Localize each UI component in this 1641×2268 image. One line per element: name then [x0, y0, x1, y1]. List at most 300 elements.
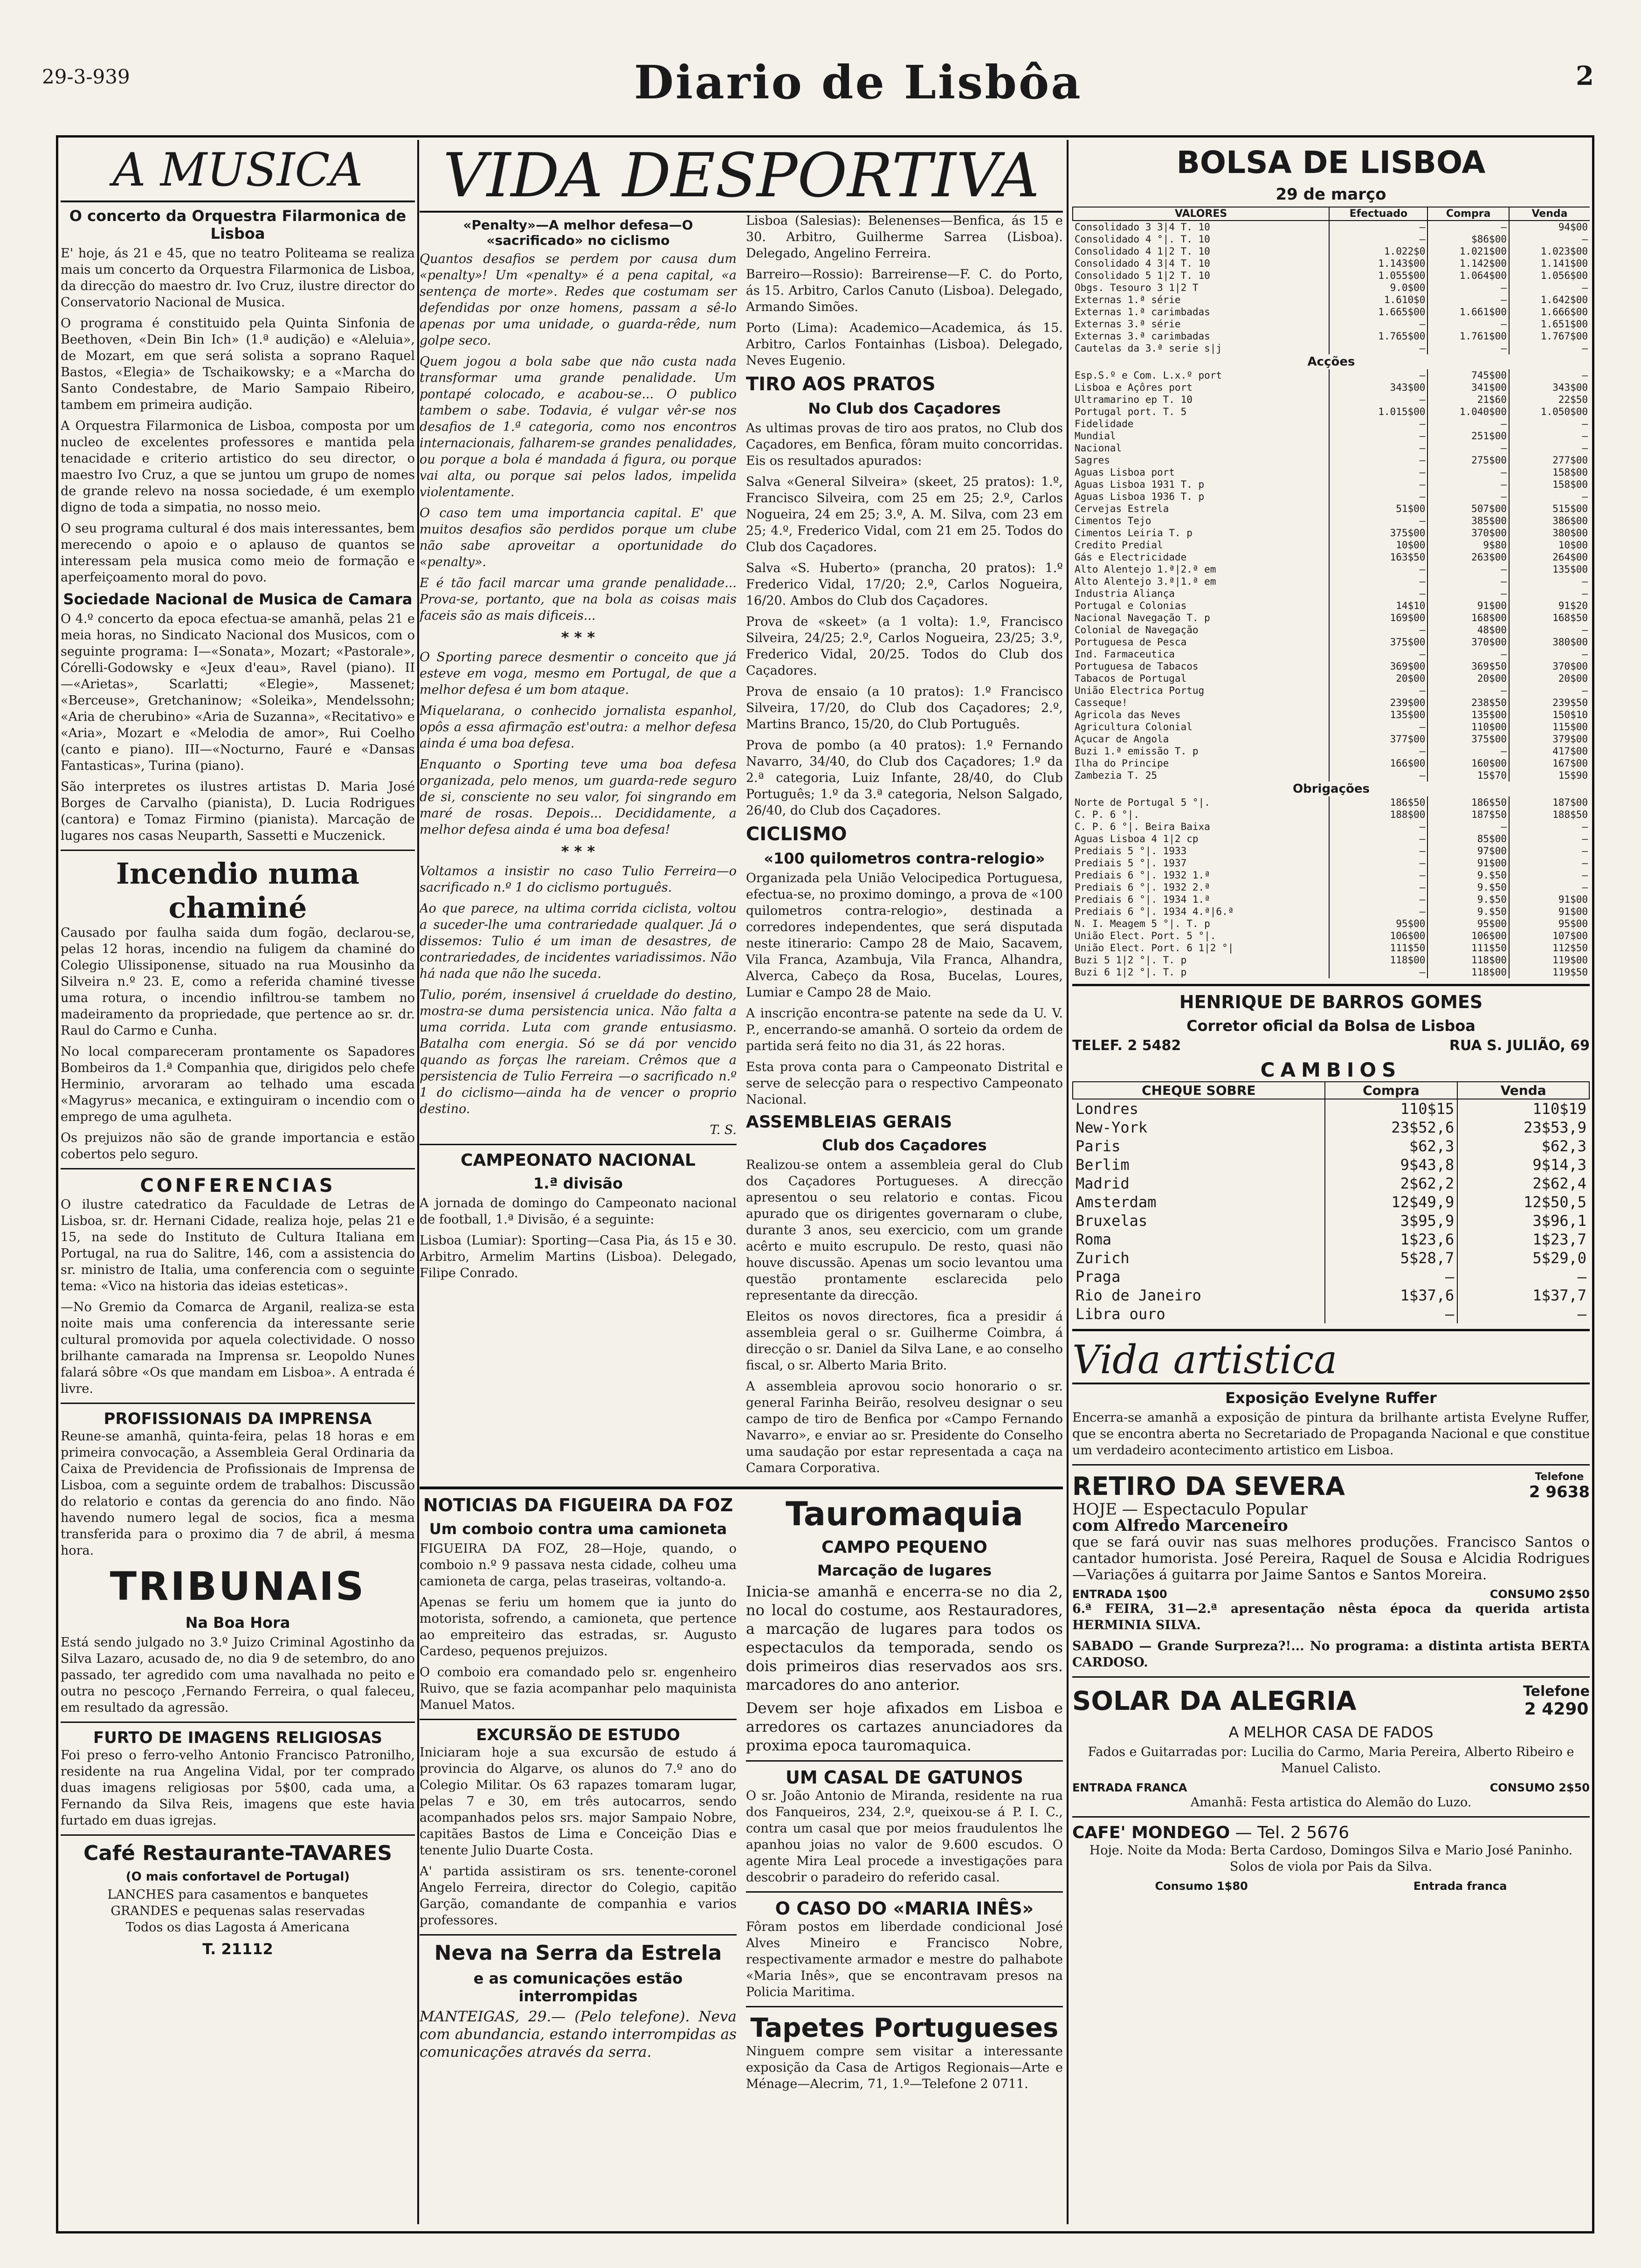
table-cell: 119$50	[1509, 966, 1590, 978]
table-cell: —	[1457, 1305, 1589, 1323]
artistica-heading: Vida artistica	[1072, 1337, 1590, 1384]
table-row	[1073, 491, 1590, 503]
table-cell: —	[1329, 624, 1427, 636]
table-row	[1073, 906, 1590, 918]
ad-phone: T. 21112	[202, 1940, 273, 1958]
table-row	[1073, 539, 1590, 551]
table-row	[1073, 1230, 1589, 1249]
ciclismo-subheading: «100 quilometros contra-relogio»	[764, 850, 1045, 867]
table-cell: Prediais 6 °|. 1934 1.ª	[1075, 894, 1210, 905]
mondego-prices	[1072, 1880, 1590, 1893]
table-cell: —	[1509, 821, 1590, 833]
table-cell: 188$00	[1329, 809, 1427, 821]
table-row	[1073, 600, 1590, 612]
table-row	[1073, 796, 1590, 809]
campeonato-subheading: 1.ª divisão	[533, 1175, 623, 1192]
table-row	[1073, 1137, 1589, 1155]
table-cell: —	[1329, 563, 1427, 575]
table-cell: Cimentos Tejo	[1075, 515, 1151, 526]
table-cell: —	[1427, 294, 1509, 306]
table-cell: Agricultura Colonial	[1075, 721, 1193, 733]
col-header: Efectuado	[1329, 207, 1427, 221]
table-cell: Berlim	[1076, 1156, 1130, 1174]
table-row	[1073, 1099, 1589, 1118]
table-cell: 380$00	[1509, 527, 1590, 539]
excursao-heading: EXCURSÃO DE ESTUDO	[476, 1726, 680, 1744]
table-cell: Praga	[1076, 1268, 1121, 1286]
table-row	[1073, 821, 1590, 833]
table-cell: —	[1329, 491, 1427, 503]
divider	[746, 2006, 1063, 2007]
table-cell: Prediais 6 °|. 1932 1.ª	[1075, 870, 1210, 881]
table-cell: Colonial de Navegação	[1075, 624, 1199, 636]
table-cell: 1.661$00	[1427, 306, 1509, 318]
table-row	[1073, 418, 1590, 430]
table-cell: 111$50	[1329, 942, 1427, 954]
table-row	[1073, 306, 1590, 318]
desportiva-subheading: «Penalty»—A melhor defesa—O «sacrificado» no ciclismo	[463, 217, 693, 248]
table-cell: 264$00	[1509, 551, 1590, 563]
table-cell: 1.142$00	[1427, 257, 1509, 270]
table-cell: Industria Aliança	[1075, 588, 1175, 599]
tavares-subheading: (O mais confortavel de Portugal)	[125, 1870, 350, 1884]
table-cell: —	[1329, 454, 1427, 466]
severa-line: 6.ª FEIRA, 31—2.ª apresentação nêsta época da querida artista HERMINIA SILVA.	[1072, 1602, 1590, 1632]
table-cell: 23$52,6	[1325, 1118, 1458, 1137]
table-cell: —	[1329, 442, 1427, 454]
tavares-heading: Café Restaurante-TAVARES	[83, 1841, 393, 1865]
table-cell: 745$00	[1427, 369, 1509, 381]
table-cell: —	[1329, 588, 1427, 600]
table-cell: 20$00	[1427, 672, 1509, 685]
table-row	[1073, 1211, 1589, 1230]
table-cell: 380$00	[1509, 636, 1590, 648]
paragraph: Quantos desafios se perdem por causa dum «penalty»! Um «penalty» é a pena capital, «a sentença de morte». Redes que costumam ser defendidas por onze homens, passam a sê-lo apenas por uma unidade, o guarda-rêde, num golpe seco.	[420, 252, 737, 348]
table-cell: —	[1329, 721, 1427, 733]
campeonato-heading: CAMPEONATO NACIONAL	[461, 1151, 696, 1170]
table-row	[1073, 660, 1590, 672]
price-consumo: CONSUMO 2$50	[1489, 1588, 1590, 1601]
table-cell: 5$28,7	[1325, 1249, 1458, 1267]
table-cell: 110$00	[1427, 721, 1509, 733]
table-cell: Portuguesa de Tabacos	[1075, 661, 1199, 672]
table-row	[1073, 833, 1590, 845]
table-row	[1073, 454, 1590, 466]
table-cell: 118$00	[1427, 954, 1509, 966]
table-cell: 135$00	[1509, 563, 1590, 575]
table-cell: Açucar de Angola	[1075, 733, 1169, 745]
table-cell: Externas 3.ª carimbadas	[1075, 331, 1210, 342]
table-cell: —	[1427, 282, 1509, 294]
table-cell: 377$00	[1329, 733, 1427, 745]
table-cell: 187$00	[1509, 796, 1590, 809]
table-cell: —	[1427, 575, 1509, 588]
table-cell: 1$23,7	[1457, 1230, 1589, 1249]
table-cell: Lisboa e Açôres port	[1075, 382, 1193, 393]
table-row	[1073, 270, 1590, 282]
table-cell: 115$00	[1509, 721, 1590, 733]
divider	[1072, 1464, 1590, 1466]
divider	[61, 1834, 415, 1836]
table-cell: 20$00	[1509, 672, 1590, 685]
tapetes-heading: Tapetes Portugueses	[750, 2013, 1059, 2043]
table-row	[1073, 709, 1590, 721]
table-row	[1073, 942, 1590, 954]
desportiva-body	[420, 213, 1063, 1481]
table-cell: 1.642$00	[1509, 294, 1590, 306]
table-cell: Gás e Electricidade	[1075, 552, 1187, 563]
table-cell: 160$00	[1427, 757, 1509, 769]
table-row	[1073, 809, 1590, 821]
table-cell: —	[1509, 648, 1590, 660]
table-row	[1073, 636, 1590, 648]
table-cell: 110$15	[1325, 1099, 1458, 1118]
table-cell: $86$00	[1427, 233, 1509, 245]
table-cell: 9.$50	[1427, 881, 1509, 893]
bolsa-date: 29 de março	[1276, 185, 1386, 204]
table-cell: —	[1329, 881, 1427, 893]
paragraph: Fôram postos em liberdade condicional José Alves Mineiro e Francisco Nobre, respectivamente armador e mestre do palhabote «Maria Inês», que se encontravam presos na Policia Maritima.	[746, 1920, 1063, 1999]
table-row	[1073, 869, 1590, 881]
paragraph: Salva «General Silveira» (skeet, 25 pratos): 1.º, Francisco Silveira, com 25 em 25; 2.º, Carlos Nogueira, 24 em 25; 3.º, A. M. Silva, com 23 em 25; 4.º, Frederico Vidal, com 21 em 25. Todos do Club dos Caçadores.	[746, 475, 1063, 554]
paragraph: Tulio, porém, insensivel á crueldade do destino, mostra-se duma persistencia unica. Não falta a uma corrida. Luta com grande entusiasmo. Batalha com energia. Só se dá por vencido quando as forças lhe rareiam. Crêmos que a persistencia de Tulio Ferreira —o sacrificado n.º 1 do ciclismo—ainda ha de vencer o proprio destino.	[420, 988, 737, 1116]
table-row	[1073, 1286, 1589, 1305]
table-cell: 135$00	[1427, 709, 1509, 721]
table-cell: —	[1427, 821, 1509, 833]
table-cell: 251$00	[1427, 430, 1509, 442]
table-cell: —	[1427, 442, 1509, 454]
tribunais-subheading: Na Boa Hora	[185, 1614, 290, 1632]
figueira-heading: NOTICIAS DA FIGUEIRA DA FOZ	[423, 1495, 733, 1515]
table-row	[1073, 930, 1590, 942]
table-cell: 107$00	[1509, 930, 1590, 942]
table-cell: 1.610$0	[1329, 294, 1427, 306]
table-row	[1073, 282, 1590, 294]
table-cell: 239$50	[1509, 697, 1590, 709]
table-row	[1073, 330, 1590, 342]
severa-phone	[1529, 1471, 1590, 1501]
conferencias-heading: CONFERENCIAS	[140, 1175, 336, 1196]
table-cell: Norte de Portugal 5 °|.	[1075, 797, 1210, 808]
paragraph: A jornada de domingo do Campeonato nacional de football, 1.ª Divisão, é a seguinte:	[420, 1196, 737, 1227]
paragraph: Apenas se feriu um homem que ia junto do motorista, sofrendo, a camioneta, que pertence ao empreiteiro das estradas, sr. Augusto Cardeso, pequenos prejuizos.	[420, 1595, 737, 1659]
table-cell: Madrid	[1076, 1175, 1130, 1192]
table-row	[1073, 1193, 1589, 1211]
table-cell: 386$00	[1509, 515, 1590, 527]
column-left	[61, 140, 415, 2224]
paragraph: O 4.º concerto da epoca efectua-se amanhã, pelas 21 e meia horas, no Sindicato Nacional dos Musicos, com o seguinte programa: I—«Sonata», Mozart; «Pastorale», Córelli-Godowsky e «Jeux d'eau», Ravel (piano). II—«Arietas», Scarlatti; «Elegie», Massenet; «Berceuse», Gretchaninow; «Soleika», Mendelssohn; «Aria de cherubino» «Aria de Suzanna», «Recitativo» e «Aria», Mozart e «Melodia de amor», Rui Coelho (canto e piano). III—«Nocturno, Fauré e «Dansas Fantasticas», Turina (piano).	[61, 612, 415, 773]
divider	[420, 1487, 1063, 1489]
paragraph: Encerra-se amanhã a exposição de pintura da brilhante artista Evelyne Ruffer, que se encontra aberta no Secretariado de Propaganda Nacional e que constitue um verdadeiro acontecimento artistico em Lisboa.	[1072, 1411, 1590, 1458]
table-cell: 379$00	[1509, 733, 1590, 745]
table-cell: Aguas Lisboa port	[1075, 467, 1175, 478]
paragraph: O caso tem uma importancia capital. E' que muitos desafios são perdidos porque um clube não sabe aproveitar a oportunidade do «penalty».	[420, 506, 737, 569]
solar-header	[1072, 1683, 1590, 1719]
table-cell: $62,3	[1457, 1137, 1589, 1155]
severa-line: HOJE — Espectaculo Popular	[1072, 1500, 1308, 1519]
table-cell: 15$90	[1509, 769, 1590, 781]
paragraph: Organizada pela União Velocipedica Portuguesa, efectua-se, no proximo domingo, a prova de «100 quilometros contra-relogio», destinada a corredores independentes, que será disputada neste itinerario: Campo 28 de Maio, Sacavem, Vila Franca, Azambuja, Vila Franca, Alhandra, Alverca, Cabeço da Rosa, Bucelas, Loures, Lumiar e Campo 28 de Maio.	[746, 871, 1063, 1000]
divider	[420, 1719, 737, 1720]
paragraph: Esta prova conta para o Campeonato Distrital e serve de selecção para o respectivo Campeonato Nacional.	[746, 1060, 1063, 1107]
table-cell: —	[1457, 1267, 1589, 1286]
table-row	[1073, 845, 1590, 857]
table-cell: —	[1329, 845, 1427, 857]
table-cell: —	[1329, 478, 1427, 491]
paragraph: O ilustre catedratico da Faculdade de Letras de Lisboa, sr. dr. Hernani Cidade, realiza hoje, pelas 21 e 15, na sede do Instituto de Cultura Italiana em Portugal, na rua do Salitre, 146, com a assistencia do sr. ministro de Italia, uma conferencia com o seguinte tema: «Vico na historia das ideias esteticas».	[61, 1197, 415, 1293]
table-cell: Buzi 1.ª emissão T. p	[1075, 746, 1199, 757]
table-cell: 1$23,6	[1325, 1230, 1458, 1249]
table-cell: 277$00	[1509, 454, 1590, 466]
table-row	[1073, 648, 1590, 660]
incendio-heading: Incendio numa chaminé	[116, 857, 360, 925]
table-cell: —	[1329, 515, 1427, 527]
table-cell: —	[1329, 685, 1427, 697]
table-row	[1073, 624, 1590, 636]
table-cell: 85$00	[1427, 833, 1509, 845]
tiro-heading: TIRO AOS PRATOS	[746, 373, 936, 395]
table-row	[1073, 1174, 1589, 1193]
table-cell: 2$62,4	[1457, 1174, 1589, 1193]
table-cell: 169$00	[1329, 612, 1427, 624]
price-entrada: Entrada franca	[1413, 1880, 1507, 1893]
table-cell: Buzi 5 1|2 °|. T. p	[1075, 954, 1187, 966]
table-cell: —	[1329, 318, 1427, 330]
table-cell: 239$00	[1329, 697, 1427, 709]
signature: T. S.	[710, 1123, 737, 1137]
table-cell: 95$00	[1329, 918, 1427, 930]
severa-line: com Alfredo Marceneiro	[1072, 1516, 1288, 1535]
table-row	[1073, 1267, 1589, 1286]
paragraph: Realizou-se ontem a assembleia geral do Club dos Caçadores Portugueses. A direcção apresentou o seu relatorio e contas. Ficou apurado que os dirigentes governaram o clube, durante 3 anos, seu exercicio, com um grande acêrto e muito escrupulo. De resto, quasi não houve discussão. Apenas um socio levantou uma questão prontamente esclarecida pelo representante da direcção.	[746, 1158, 1063, 1303]
paragraph: E' hoje, ás 21 e 45, que no teatro Politeama se realiza mais um concerto da Orquestra Filarmonica de Lisboa, da direcção do maestro dr. Ivo Cruz, ilustre director do Conservatorio Nacional de Musica.	[61, 246, 415, 310]
paragraph: Salva «S. Huberto» (prancha, 20 pratos): 1.º Frederico Vidal, 17/20; 2.º, Carlos Nogueira, 16/20. Ambos do Club dos Caçadores.	[746, 561, 1063, 608]
table-cell: —	[1427, 478, 1509, 491]
table-cell: —	[1509, 430, 1590, 442]
table-cell: —	[1509, 845, 1590, 857]
table-cell: C. P. 6 °|. Beira Baixa	[1075, 821, 1210, 832]
table-row	[1073, 893, 1590, 906]
table-cell: 168$00	[1427, 612, 1509, 624]
col-header: Compra	[1325, 1082, 1458, 1099]
table-cell: Portugal e Colonias	[1075, 600, 1187, 611]
table-cell: 91$00	[1509, 893, 1590, 906]
table-cell: $62,3	[1325, 1137, 1458, 1155]
severa-line: SABADO — Grande Surpreza?!... No programa: a distinta artista BERTA CARDOSO.	[1072, 1639, 1590, 1670]
table-cell: Roma	[1076, 1231, 1112, 1248]
table-row	[1073, 745, 1590, 757]
table-cell: 168$50	[1509, 612, 1590, 624]
table-cell: 1.761$00	[1427, 330, 1509, 342]
table-cell: 118$00	[1427, 966, 1509, 978]
table-cell: Portugal port. T. 5	[1075, 406, 1187, 417]
paragraph: Reune-se amanhã, quinta-feira, pelas 18 horas e em primeira convocação, a Assembleia Geral Ordinaria da Caixa de Previdencia de Profissionais de Imprensa de Lisboa, com a seguinte ordem de trabalhos: Discussão do relatorio e contas da gerencia do ano findo. Não havendo numero legal de socios, fica a mesma transferida para o proximo dia 7 de abril, á mesma hora.	[61, 1429, 415, 1558]
table-cell: 370$00	[1427, 636, 1509, 648]
table-cell: Paris	[1076, 1137, 1121, 1155]
tauromaquia-subheading: Marcação de lugares	[817, 1562, 992, 1579]
paragraph: O comboio era comandado pelo sr. engenheiro Ruivo, que se fazia acompanhar pelo maquinista Manuel Matos.	[420, 1665, 737, 1712]
lower-middle	[420, 1495, 1063, 2097]
paragraph: Quem jogou a bola sabe que não custa nada transformar uma grande penalidade. Um pontapé colocado, e acabou-se... O publico tambem o sabe. Todavia, é vulgar vêr-se nos desafios de 1.ª categoria, como nos encontros internacionais, falharem-se grandes penalidades, ou porque a bola é mandada á figura, ou porque vai alta, ou porque sai pelos lados, impelida violentamente.	[420, 354, 737, 499]
table-cell: New-York	[1076, 1119, 1148, 1136]
musica-subheading: Sociedade Nacional de Musica de Camara	[63, 590, 413, 608]
phone-label: Telefone	[1535, 1471, 1584, 1483]
table-cell: 166$00	[1329, 757, 1427, 769]
table-cell: —	[1427, 418, 1509, 430]
table-cell: 9.$50	[1427, 906, 1509, 918]
divider	[61, 1722, 415, 1723]
assembleias-heading: ASSEMBLEIAS GERAIS	[746, 1113, 952, 1132]
paragraph: São interpretes os ilustres artistas D. Maria José Borges de Carvalho (pianista), D. Lucia Rodrigues (cantora) e Tomaz Firmino (pianista). Marcação de lugares nos casas Neuparth, Sassetti e Muczenick.	[61, 780, 415, 843]
table-cell: 91$00	[1427, 600, 1509, 612]
table-cell: 163$50	[1329, 551, 1427, 563]
table-row	[1073, 381, 1590, 394]
table-cell: 158$00	[1509, 478, 1590, 491]
paragraph: Devem ser hoje afixados em Lisboa e arredores os cartazes anunciadores da proxima epoca tauromaquica.	[746, 1699, 1063, 1754]
table-cell: —	[1509, 233, 1590, 245]
table-cell: —	[1509, 282, 1590, 294]
page-number: 2	[1576, 61, 1594, 91]
table-row	[1073, 966, 1590, 978]
table-cell: 1.040$00	[1427, 406, 1509, 418]
paragraph: A Orquestra Filarmonica de Lisboa, composta por um nucleo de excelentes professores e mantida pela tenacidade e criterio artistico do seu director, o maestro Ivo Cruz, a que se juntou um grupo de nomes de grande relevo na nossa sociedade, é um exemplo digno de toda a simpatia, no nosso meio.	[61, 419, 415, 515]
table-row	[1073, 233, 1590, 245]
table-section-label: Acções	[1307, 355, 1355, 369]
assembleias-subheading: Club dos Caçadores	[822, 1136, 987, 1154]
paragraph: Enquanto o Sporting teve uma boa defesa organizada, pelo menos, um guarda-rede seguro de si, consciente no seu valor, foi singrando em maré de rosas. Depois... Decididamente, a melhor defesa ainda é uma boa defesa!	[420, 757, 737, 837]
solar-prices	[1072, 1781, 1590, 1794]
table-cell: Consolidado 5 1|2 T. 10	[1075, 270, 1210, 281]
bolsa-heading: BOLSA DE LISBOA	[1176, 145, 1486, 180]
paragraph: O sr. João Antonio de Miranda, residente na rua dos Fanqueiros, 234, 2.º, queixou-se á P. I. C., contra um casal que por meios fraudulentos lhe apanhou joias no valor de 9.600 escudos. O agente Mira Leal procede a investigações para descobrir o paradeiro do referido casal.	[746, 1789, 1063, 1885]
table-cell: 417$00	[1509, 745, 1590, 757]
table-cell: 112$50	[1509, 942, 1590, 954]
table-cell: —	[1509, 342, 1590, 354]
table-cell: 2$62,2	[1325, 1174, 1458, 1193]
divider	[746, 1760, 1063, 1762]
paragraph: Lisboa (Salesias): Belenenses—Benfica, ás 15 e 30. Arbitro, Guilherme Sarrea (Lisboa). Delegado, Angelino Ferreira.	[746, 214, 1063, 261]
table-cell: —	[1509, 881, 1590, 893]
table-row	[1073, 881, 1590, 893]
paragraph: Ao que parece, na ultima corrida ciclista, voltou a suceder-lhe uma contrariedade qualquer. Já o dissemos: Tulio é um iman de desastres, de contrariedades, de incidentes variadissimos. Não há nada que não lhe suceda.	[420, 901, 737, 981]
divider	[1072, 984, 1590, 986]
paragraph: Lisboa (Lumiar): Sporting—Casa Pia, ás 15 e 30. Arbitro, Armelim Martins (Lisboa). Delegado, Filipe Conrado.	[420, 1233, 737, 1280]
table-cell: —	[1509, 369, 1590, 381]
table-cell: 1.015$00	[1329, 406, 1427, 418]
table-cell: 91$00	[1427, 857, 1509, 869]
column-rule	[1067, 140, 1069, 2224]
paragraph: MANTEIGAS, 29.— (Pelo telefone). Neva com abundancia, estando interrompidas as comunicações através da serra.	[420, 2008, 737, 2061]
table-cell: Aguas Lisboa 4 1|2 cp	[1075, 833, 1199, 844]
table-cell: 1.765$00	[1329, 330, 1427, 342]
phone-number: 2 9638	[1529, 1483, 1590, 1501]
table-cell: 1.143$00	[1329, 257, 1427, 270]
henrique-contact	[1072, 1037, 1590, 1054]
table-cell: —	[1329, 418, 1427, 430]
divider	[61, 1168, 415, 1169]
table-cell: Prediais 6 °|. 1934 4.ª|6.ª	[1075, 906, 1234, 917]
table-cell: 12$50,5	[1457, 1193, 1589, 1211]
neve-heading: Neva na Serra da Estrela	[434, 1941, 722, 1965]
paragraph: Prova de ensaio (a 10 pratos): 1.º Francisco Silveira, 17/20, do Club dos Caçadores; 2.º, Martins Branco, 15/20, do Club Português.	[746, 685, 1063, 732]
divider	[420, 1934, 737, 1936]
table-cell: Prediais 5 °|. 1933	[1075, 845, 1187, 857]
table-cell: Bruxelas	[1076, 1212, 1148, 1230]
table-row	[1073, 294, 1590, 306]
table-cell: —	[1329, 857, 1427, 869]
table-row	[1073, 672, 1590, 685]
table-cell: 1.651$00	[1509, 318, 1590, 330]
price-entrada: ENTRADA 1$00	[1072, 1588, 1167, 1601]
divider	[420, 1144, 737, 1145]
furto-heading: FURTO DE IMAGENS RELIGIOSAS	[93, 1729, 382, 1747]
table-row	[1073, 478, 1590, 491]
table-row	[1073, 221, 1590, 233]
phone-label: Telefone	[1523, 1683, 1590, 1700]
severa-header	[1072, 1471, 1590, 1501]
bolsa-table	[1072, 207, 1590, 978]
table-cell: Tabacos de Portugal	[1075, 673, 1187, 684]
table-cell: 370$00	[1427, 527, 1509, 539]
table-row	[1073, 685, 1590, 697]
table-row	[1073, 769, 1590, 781]
table-row	[1073, 442, 1590, 454]
table-cell: —	[1329, 221, 1427, 233]
table-cell: Zambezia T. 25	[1075, 770, 1158, 781]
table-cell: 9$43,8	[1325, 1155, 1458, 1174]
table-row	[1073, 551, 1590, 563]
paragraph: A inscrição encontra-se patente na sede da U. V. P., encerrando-se amanhã. O sorteio da ordem de partida será feito no dia 31, ás 22 horas.	[746, 1006, 1063, 1053]
table-cell: 9$14,3	[1457, 1155, 1589, 1174]
table-row	[1073, 721, 1590, 733]
tauromaquia-subheading: CAMPO PEQUENO	[821, 1538, 987, 1557]
table-cell: 9.$50	[1427, 893, 1509, 906]
address: RUA S. JULIÃO, 69	[1449, 1037, 1590, 1054]
col-header: Venda	[1457, 1082, 1589, 1099]
edition-date: 29-3-939	[42, 65, 130, 88]
table-cell: Rio de Janeiro	[1076, 1286, 1201, 1304]
table-row	[1073, 563, 1590, 575]
table-cell: 375$00	[1427, 733, 1509, 745]
column-right	[1072, 140, 1590, 2224]
table-cell: Ilha do Principe	[1075, 758, 1169, 769]
table-cell: 91$00	[1509, 906, 1590, 918]
solar-phone	[1523, 1683, 1590, 1719]
table-row	[1073, 757, 1590, 769]
table-cell: 507$00	[1427, 503, 1509, 515]
table-row	[1073, 1249, 1589, 1267]
solar-subheading: A MELHOR CASA DE FADOS	[1228, 1723, 1434, 1741]
table-cell: União Elect. Port. 6 1|2 °|	[1075, 942, 1234, 954]
table-cell: Sagres	[1075, 455, 1110, 466]
paragraph: O seu programa cultural é dos mais interessantes, bem merecendo o apoio e o aplauso de quantos se interessam pela musica como meio de formação e aperfeiçoamento moral do povo.	[61, 521, 415, 585]
table-cell: Externas 3.ª série	[1075, 318, 1181, 330]
table-cell: —	[1427, 491, 1509, 503]
table-cell: 370$00	[1509, 660, 1590, 672]
paragraph: Eleitos os novos directores, fica a presidir á assembleia geral o sr. Guilherme Coimbra, á direcção o sr. Daniel da Silva Lane, e ao conselho fiscal, o sr. Alberto Maria Brito.	[746, 1309, 1063, 1373]
table-cell: —	[1325, 1267, 1458, 1286]
table-cell: Nacional Navegação T. p	[1075, 612, 1210, 623]
henrique-heading: HENRIQUE DE BARROS GOMES	[1179, 992, 1483, 1012]
table-row	[1073, 1118, 1589, 1137]
table-cell: 1.021$00	[1427, 245, 1509, 257]
table-cell: Casseque!	[1075, 697, 1128, 708]
paragraph: No local compareceram prontamente os Sapadores Bombeiros da 1.ª Companhia que, dirigidos pelo chefe Herminio, arvoraram ao telhado uma escada «Magyrus» mecanica, e extinguiram o incendio com o emprego de uma agulheta.	[61, 1044, 415, 1124]
table-cell: 275$00	[1427, 454, 1509, 466]
table-cell: 187$50	[1427, 809, 1509, 821]
masthead: Diario de Lisbôa	[634, 56, 1083, 110]
paragraph: Causado por faulha saida dum fogão, declarou-se, pelas 12 horas, incendio na fuligem da chaminé do Colegio Ulissiponense, situado na rua Mousinho da Silveira n.º 23. E, como a referida chaminé tivesse uma rotura, o incendio infiltrou-se tambem no madeiramento da propriedade, que pertence ao sr. dr. Raul do Carmo e Cunha.	[61, 926, 415, 1038]
